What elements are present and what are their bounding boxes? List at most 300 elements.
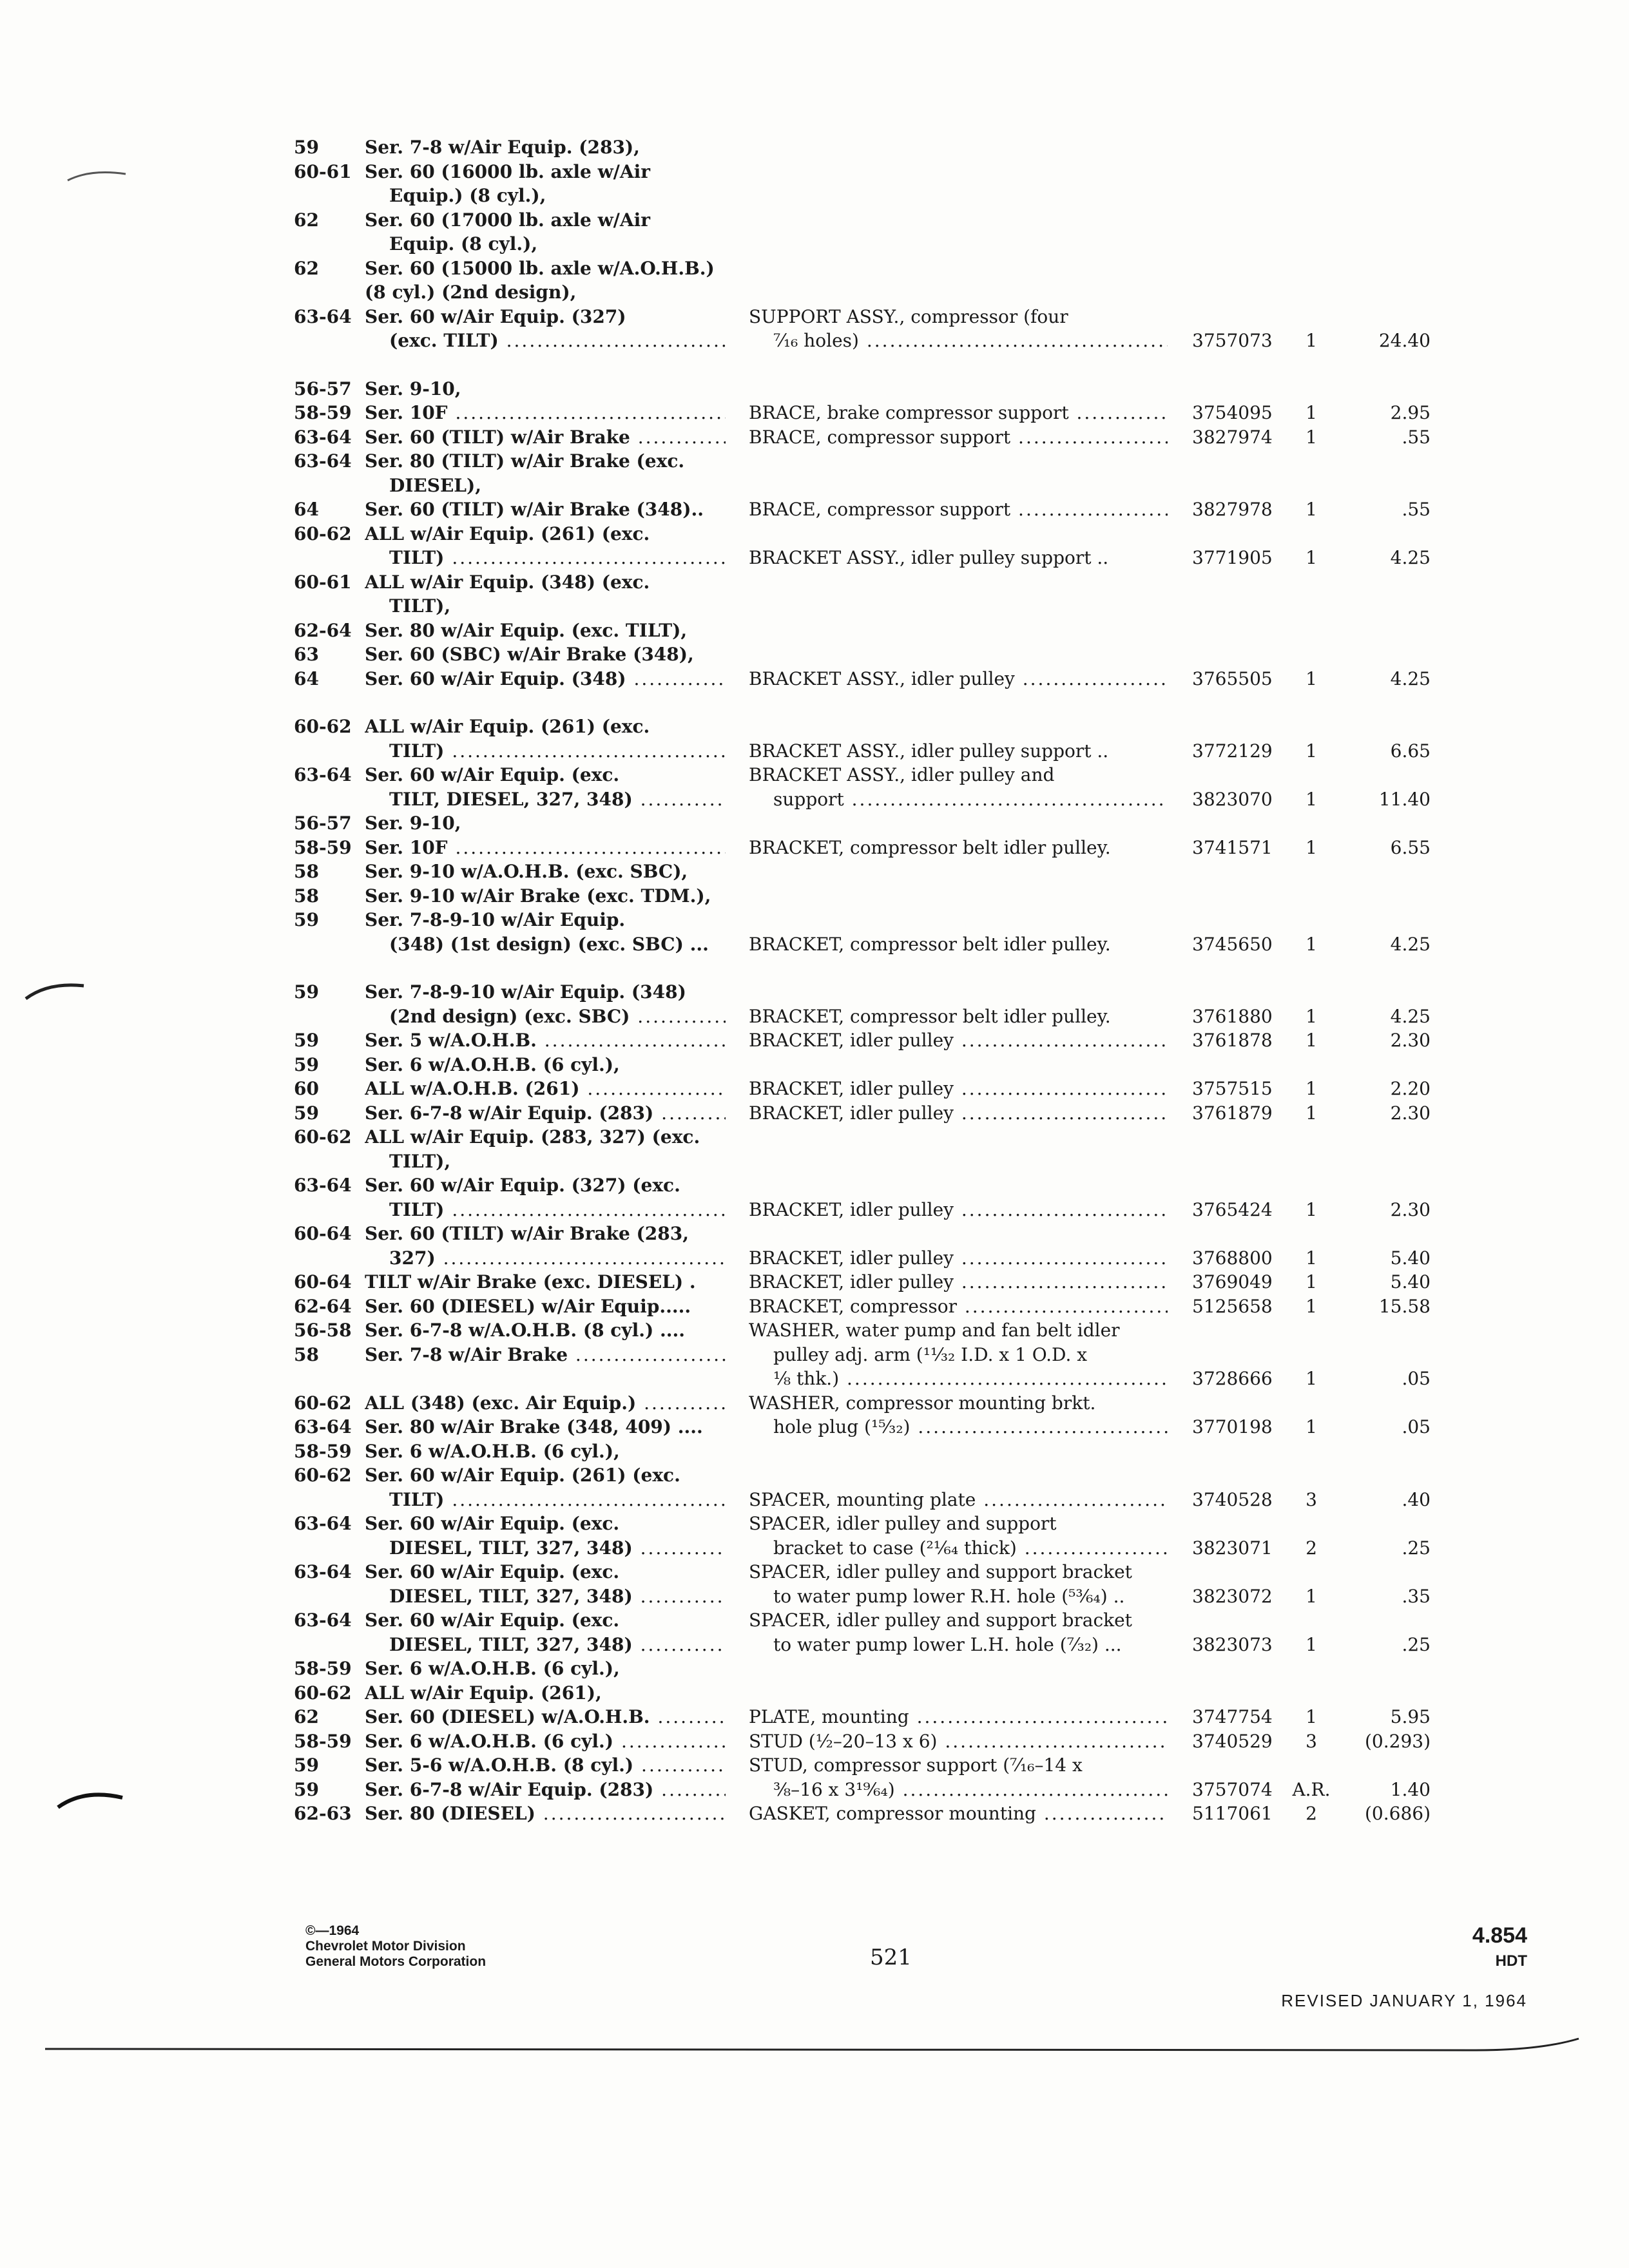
model-year: 60-62 (294, 1392, 352, 1414)
part-description: BRACE, brake compressor support ..... (749, 401, 1168, 425)
price: (0.686) (1364, 1803, 1431, 1824)
catalog-row (0, 1294, 1629, 1319)
application: Ser. 60 w/Air Equip. (exc. (365, 1610, 620, 1631)
row-spacer (0, 956, 1629, 980)
quantity: 1 (1306, 1102, 1317, 1124)
application: TILT) ..... (365, 739, 726, 764)
model-year: 62 (294, 209, 319, 231)
catalog-row (0, 1367, 1629, 1391)
model-year: 62-63 (294, 1803, 352, 1824)
application: Ser. 5 w/A.O.H.B. ..... (365, 1028, 726, 1053)
application: DIESEL), (389, 474, 481, 496)
catalog-row (0, 1125, 1629, 1149)
catalog-row (0, 1681, 1629, 1706)
catalog-row (0, 1077, 1629, 1101)
application: Ser. 60 w/Air Equip. (exc. (365, 1513, 620, 1534)
catalog-row (0, 1198, 1629, 1222)
part-description: ⁷⁄₁₆ holes) ..... (749, 329, 1168, 353)
quantity: 3 (1306, 1730, 1317, 1752)
section-number: 4.854 (1472, 1923, 1527, 1948)
application: Ser. 80 (TILT) w/Air Brake (exc. (365, 450, 685, 472)
model-year: 60-62 (294, 716, 352, 737)
part-description: hole plug (¹⁵⁄₃₂) ..... (749, 1415, 1168, 1439)
application: TILT w/Air Brake (exc. DIESEL) . (365, 1271, 696, 1293)
catalog-row (0, 836, 1629, 860)
quantity: 1 (1306, 1295, 1317, 1317)
quantity: 1 (1306, 668, 1317, 689)
catalog-row (0, 1343, 1629, 1367)
catalog-row (0, 474, 1629, 498)
model-year: 59 (294, 1053, 319, 1075)
catalog-row (0, 1657, 1629, 1681)
copyright-line: Chevrolet Motor Division (305, 1939, 466, 1954)
model-year: 58 (294, 861, 319, 882)
quantity: 1 (1306, 1271, 1317, 1293)
application: Ser. 60 w/Air Equip. (348) ..... (365, 667, 726, 691)
catalog-row (0, 522, 1629, 546)
catalog-row (0, 787, 1629, 812)
catalog-row (0, 1318, 1629, 1343)
model-year: 62 (294, 257, 319, 279)
application: Ser. 60 w/Air Equip. (exc. (365, 764, 620, 785)
part-description: BRACKET ASSY., idler pulley support .. (749, 547, 1109, 568)
copyright-line: ©—1964 (305, 1923, 360, 1938)
quantity: 1 (1306, 1368, 1317, 1389)
price: 5.40 (1390, 1247, 1431, 1269)
part-description: WASHER, water pump and fan belt idler (749, 1320, 1120, 1341)
footer-rule (45, 2036, 1592, 2062)
price: .55 (1402, 426, 1431, 448)
part-number: 3757074 (1192, 1778, 1273, 1800)
catalog-row (0, 594, 1629, 619)
part-description: BRACKET ASSY., idler pulley and (749, 764, 1055, 785)
model-year: 60-62 (294, 1465, 352, 1486)
part-description: BRACKET ASSY., idler pulley support .. (749, 740, 1109, 762)
part-description: BRACKET, compressor belt idler pulley. (749, 1005, 1111, 1027)
catalog-row (0, 232, 1629, 256)
application: Ser. 80 w/Air Equip. (exc. TILT), (365, 619, 688, 641)
catalog-row (0, 980, 1629, 1004)
application: TILT), (389, 595, 451, 617)
application: Ser. 5-6 w/A.O.H.B. (8 cyl.) ..... (365, 1753, 726, 1778)
price: 4.25 (1390, 668, 1431, 689)
catalog-row (0, 208, 1629, 233)
part-description: pulley adj. arm (¹¹⁄₃₂ I.D. x 1 O.D. x (773, 1343, 1088, 1365)
application: Ser. 6 w/A.O.H.B. (6 cyl.), (365, 1658, 620, 1679)
catalog-row (0, 1149, 1629, 1174)
price: .25 (1402, 1537, 1431, 1559)
catalog-row (0, 305, 1629, 329)
catalog-row (0, 1246, 1629, 1271)
row-spacer (0, 691, 1629, 715)
application: Ser. 9-10, (365, 812, 461, 834)
part-number: 3823071 (1192, 1537, 1273, 1559)
part-number: 3765505 (1192, 668, 1273, 689)
application: Ser. 60 (DIESEL) w/A.O.H.B. ..... (365, 1705, 726, 1729)
part-description: BRACKET, compressor ..... (749, 1294, 1168, 1319)
catalog-row (0, 1222, 1629, 1246)
part-description: SPACER, idler pulley and support bracket (749, 1610, 1132, 1631)
part-number: 3823070 (1192, 788, 1273, 810)
catalog-row (0, 1778, 1629, 1802)
application: Ser. 60 (TILT) w/Air Brake (348).. (365, 499, 704, 520)
part-description: ⅜–16 x 3¹⁹⁄₆₄) ..... (749, 1778, 1168, 1802)
application: TILT, DIESEL, 327, 348) ..... (365, 787, 726, 812)
catalog-row (0, 908, 1629, 932)
model-year: 63-64 (294, 764, 352, 785)
catalog-row (0, 256, 1629, 281)
part-number: 3823073 (1192, 1633, 1273, 1655)
catalog-row (0, 932, 1629, 957)
model-year: 60-61 (294, 160, 352, 182)
catalog-row (0, 1512, 1629, 1536)
application: Ser. 60 (TILT) w/Air Brake ..... (365, 425, 726, 450)
catalog-row (0, 811, 1629, 836)
model-year: 63-64 (294, 1610, 352, 1631)
catalog-row (0, 715, 1629, 739)
price: 2.95 (1390, 402, 1431, 423)
quantity: 1 (1306, 499, 1317, 520)
catalog-row (0, 619, 1629, 643)
price: 2.30 (1390, 1198, 1431, 1220)
revised-date: REVISED JANUARY 1, 1964 (1281, 1991, 1527, 2010)
part-number: 3823072 (1192, 1585, 1273, 1607)
model-year: 59 (294, 1030, 319, 1051)
price: 2.30 (1390, 1030, 1431, 1051)
part-description: BRACKET, idler pulley ..... (749, 1101, 1168, 1126)
part-description: BRACKET, compressor belt idler pulley. (749, 933, 1111, 955)
model-year: 59 (294, 909, 319, 930)
model-year: 63-64 (294, 1416, 352, 1437)
part-description: BRACKET, compressor belt idler pulley. (749, 836, 1111, 858)
application: Ser. 7-8-9-10 w/Air Equip. (348) (365, 981, 686, 1003)
part-description: BRACKET ASSY., idler pulley ..... (749, 667, 1168, 691)
application: Ser. 80 (DIESEL) ..... (365, 1802, 726, 1826)
page-number: 521 (870, 1945, 912, 1970)
quantity: 1 (1306, 1633, 1317, 1655)
catalog-row (0, 377, 1629, 401)
model-year: 56-57 (294, 378, 352, 399)
catalog-row (0, 1560, 1629, 1584)
price: .35 (1402, 1585, 1431, 1607)
price: 6.65 (1390, 740, 1431, 762)
catalog-row (0, 546, 1629, 570)
catalog-row (0, 135, 1629, 160)
copyright-line: General Motors Corporation (305, 1954, 487, 1969)
application: (348) (1st design) (exc. SBC) ... (389, 933, 709, 955)
part-number: 3757073 (1192, 330, 1273, 351)
application: Ser. 60 (DIESEL) w/Air Equip..... (365, 1295, 691, 1317)
price: 4.25 (1390, 1005, 1431, 1027)
part-number: 3741571 (1192, 836, 1273, 858)
model-year: 64 (294, 668, 319, 689)
catalog-row (0, 401, 1629, 425)
part-description: PLATE, mounting ..... (749, 1705, 1168, 1729)
catalog-row (0, 1053, 1629, 1077)
application: DIESEL, TILT, 327, 348) ..... (365, 1536, 726, 1561)
model-year: 58-59 (294, 402, 352, 423)
application: Ser. 60 (17000 lb. axle w/Air (365, 209, 651, 231)
application: Ser. 60 w/Air Equip. (327) (exc. (365, 1175, 680, 1196)
quantity: A.R. (1292, 1778, 1331, 1800)
model-year: 58-59 (294, 1440, 352, 1462)
application: Ser. 6 w/A.O.H.B. (6 cyl.), (365, 1440, 620, 1462)
price: .25 (1402, 1633, 1431, 1655)
application: Ser. 9-10, (365, 378, 461, 399)
application: TILT) ..... (365, 1488, 726, 1512)
quantity: 2 (1306, 1537, 1317, 1559)
application: Ser. 6-7-8 w/Air Equip. (283) ..... (365, 1101, 726, 1126)
quantity: 1 (1306, 1198, 1317, 1220)
application: (exc. TILT) ..... (365, 329, 726, 353)
quantity: 1 (1306, 740, 1317, 762)
part-description: WASHER, compressor mounting brkt. (749, 1392, 1096, 1414)
model-year: 63-64 (294, 450, 352, 472)
catalog-row (0, 1173, 1629, 1198)
quantity: 1 (1306, 426, 1317, 448)
price: .40 (1402, 1488, 1431, 1510)
part-description: ⅛ thk.) ..... (749, 1367, 1168, 1391)
application: Ser. 7-8 w/Air Brake ..... (365, 1343, 726, 1367)
catalog-row (0, 1488, 1629, 1512)
price: .55 (1402, 499, 1431, 520)
application: Ser. 10F ..... (365, 401, 726, 425)
part-number: 3747754 (1192, 1706, 1273, 1727)
price: 11.40 (1378, 788, 1431, 810)
catalog-row (0, 449, 1629, 474)
catalog-row (0, 1705, 1629, 1729)
part-description: BRACKET, idler pulley ..... (749, 1077, 1168, 1101)
model-year: 58 (294, 885, 319, 907)
application: Ser. 6 w/A.O.H.B. (6 cyl.) ..... (365, 1729, 726, 1754)
model-year: 60-62 (294, 523, 352, 544)
catalog-row (0, 1028, 1629, 1053)
price: 5.40 (1390, 1271, 1431, 1293)
catalog-row (0, 1802, 1629, 1826)
section-code: HDT (1495, 1952, 1527, 1970)
model-year: 59 (294, 137, 319, 158)
model-year: 56-58 (294, 1320, 352, 1341)
application: DIESEL, TILT, 327, 348) ..... (365, 1584, 726, 1609)
model-year: 58 (294, 1343, 319, 1365)
application: Ser. 9-10 w/Air Brake (exc. TDM.), (365, 885, 711, 907)
quantity: 1 (1306, 836, 1317, 858)
row-spacer (0, 353, 1629, 377)
application: 327) ..... (365, 1246, 726, 1271)
price: 15.58 (1378, 1295, 1431, 1317)
application: ALL w/Air Equip. (348) (exc. (365, 571, 650, 593)
application: Ser. 80 w/Air Brake (348, 409) .... (365, 1416, 703, 1437)
part-number: 3827978 (1192, 499, 1273, 520)
part-number: 3740529 (1192, 1730, 1273, 1752)
application: ALL w/Air Equip. (261) (exc. (365, 523, 650, 544)
catalog-row (0, 1608, 1629, 1633)
catalog-row (0, 1391, 1629, 1416)
part-description: SUPPORT ASSY., compressor (four (749, 305, 1068, 327)
part-number: 3772129 (1192, 740, 1273, 762)
copyright-block (305, 1923, 486, 1970)
quantity: 1 (1306, 547, 1317, 568)
part-number: 3761880 (1192, 1005, 1273, 1027)
price: 4.25 (1390, 933, 1431, 955)
model-year: 58-59 (294, 1658, 352, 1679)
quantity: 1 (1306, 1078, 1317, 1099)
model-year: 63-64 (294, 1561, 352, 1582)
model-year: 63 (294, 644, 319, 665)
price: 24.40 (1378, 330, 1431, 351)
part-number: 3768800 (1192, 1247, 1273, 1269)
quantity: 1 (1306, 402, 1317, 423)
part-description: BRACKET, idler pulley ..... (749, 1246, 1168, 1271)
application: (2nd design) (exc. SBC) ..... (365, 1004, 726, 1029)
model-year: 63-64 (294, 426, 352, 448)
model-year: 63-64 (294, 305, 352, 327)
application: Ser. 60 (16000 lb. axle w/Air (365, 160, 651, 182)
application: Ser. 7-8 w/Air Equip. (283), (365, 137, 640, 158)
part-description: to water pump lower L.H. hole (⁷⁄₃₂) ... (773, 1633, 1122, 1655)
catalog-row (0, 1729, 1629, 1754)
part-description: BRACKET, idler pulley ..... (749, 1270, 1168, 1294)
part-number: 3761878 (1192, 1030, 1273, 1051)
catalog-row (0, 739, 1629, 764)
model-year: 59 (294, 1102, 319, 1124)
part-number: 3769049 (1192, 1271, 1273, 1293)
part-number: 3757515 (1192, 1078, 1273, 1099)
catalog-row (0, 1439, 1629, 1464)
quantity: 1 (1306, 1005, 1317, 1027)
part-description: SPACER, idler pulley and support (749, 1513, 1057, 1534)
part-number: 5117061 (1192, 1803, 1273, 1824)
application: Ser. 10F ..... (365, 836, 726, 860)
model-year: 58-59 (294, 1730, 352, 1752)
application: Ser. 60 w/Air Equip. (261) (exc. (365, 1465, 680, 1486)
part-number: 3770198 (1192, 1416, 1273, 1437)
quantity: 2 (1306, 1803, 1317, 1824)
part-number: 3745650 (1192, 933, 1273, 955)
application: Ser. 9-10 w/A.O.H.B. (exc. SBC), (365, 861, 688, 882)
part-number: 3771905 (1192, 547, 1273, 568)
quantity: 1 (1306, 330, 1317, 351)
part-description: SPACER, mounting plate ..... (749, 1488, 1168, 1512)
price: 2.20 (1390, 1078, 1431, 1099)
model-year: 62-64 (294, 619, 352, 641)
catalog-row (0, 497, 1629, 522)
catalog-row (0, 667, 1629, 691)
catalog-row (0, 1004, 1629, 1029)
model-year: 59 (294, 1778, 319, 1800)
model-year: 60-62 (294, 1682, 352, 1704)
quantity: 1 (1306, 1706, 1317, 1727)
quantity: 1 (1306, 933, 1317, 955)
part-description: bracket to case (²¹⁄₆₄ thick) ..... (749, 1536, 1168, 1561)
price: (0.293) (1364, 1730, 1431, 1752)
application: ALL w/Air Equip. (283, 327) (exc. (365, 1126, 700, 1148)
price: 6.55 (1390, 836, 1431, 858)
part-description: BRACE, compressor support ..... (749, 425, 1168, 450)
part-description: to water pump lower R.H. hole (⁵³⁄₆₄) .. (773, 1585, 1125, 1607)
quantity: 3 (1306, 1488, 1317, 1510)
catalog-row (0, 1536, 1629, 1561)
catalog-row (0, 1633, 1629, 1657)
application: ALL w/Air Equip. (261), (365, 1682, 602, 1704)
price: 1.40 (1390, 1778, 1431, 1800)
part-description: STUD (½–20–13 x 6) ..... (749, 1729, 1168, 1754)
quantity: 1 (1306, 788, 1317, 810)
application: Ser. 60 (SBC) w/Air Brake (348), (365, 644, 694, 665)
catalog-row (0, 1101, 1629, 1126)
model-year: 62-64 (294, 1295, 352, 1317)
application: Equip.) (8 cyl.), (389, 185, 546, 206)
application: ALL w/Air Equip. (261) (exc. (365, 716, 650, 737)
part-number: 5125658 (1192, 1295, 1273, 1317)
model-year: 63-64 (294, 1175, 352, 1196)
quantity: 1 (1306, 1030, 1317, 1051)
application: Ser. 6 w/A.O.H.B. (6 cyl.), (365, 1053, 620, 1075)
catalog-row (0, 1584, 1629, 1609)
application: Ser. 60 (15000 lb. axle w/A.O.H.B.) (365, 257, 715, 279)
catalog-row (0, 184, 1629, 208)
application: ALL w/A.O.H.B. (261) ..... (365, 1077, 726, 1101)
part-number: 3765424 (1192, 1198, 1273, 1220)
quantity: 1 (1306, 1585, 1317, 1607)
application: TILT) ..... (365, 546, 726, 570)
part-number: 3754095 (1192, 402, 1273, 423)
catalog-row (0, 1753, 1629, 1778)
model-year: 56-57 (294, 812, 352, 834)
model-year: 63-64 (294, 1513, 352, 1534)
catalog-row (0, 642, 1629, 667)
catalog-row (0, 860, 1629, 884)
catalog-row (0, 1463, 1629, 1488)
model-year: 60-64 (294, 1223, 352, 1244)
application: DIESEL, TILT, 327, 348) ..... (365, 1633, 726, 1657)
part-number: 3761879 (1192, 1102, 1273, 1124)
part-number: 3740528 (1192, 1488, 1273, 1510)
application: Ser. 6-7-8 w/A.O.H.B. (8 cyl.) .... (365, 1320, 685, 1341)
quantity: 1 (1306, 1416, 1317, 1437)
catalog-row (0, 425, 1629, 450)
part-number: 3728666 (1192, 1368, 1273, 1389)
part-description: support ..... (749, 787, 1168, 812)
application: (8 cyl.) (2nd design), (365, 282, 577, 303)
application: Ser. 60 (TILT) w/Air Brake (283, (365, 1223, 689, 1244)
model-year: 64 (294, 499, 319, 520)
catalog-row (0, 884, 1629, 908)
model-year: 58-59 (294, 836, 352, 858)
model-year: 59 (294, 981, 319, 1003)
part-description: BRACKET, idler pulley ..... (749, 1028, 1168, 1053)
quantity: 1 (1306, 1247, 1317, 1269)
part-description: BRACKET, idler pulley ..... (749, 1198, 1168, 1222)
model-year: 59 (294, 1754, 319, 1776)
application: Ser. 60 w/Air Equip. (exc. (365, 1561, 620, 1582)
catalog-row (0, 570, 1629, 595)
catalog-row (0, 1415, 1629, 1439)
part-description: SPACER, idler pulley and support bracket (749, 1561, 1132, 1582)
price: 4.25 (1390, 547, 1431, 568)
price: 2.30 (1390, 1102, 1431, 1124)
application: Ser. 6-7-8 w/Air Equip. (283) ..... (365, 1778, 726, 1802)
catalog-row (0, 1270, 1629, 1294)
model-year: 62 (294, 1706, 319, 1727)
model-year: 60-62 (294, 1126, 352, 1148)
model-year: 60-64 (294, 1271, 352, 1293)
application: Ser. 60 w/Air Equip. (327) (365, 305, 626, 327)
catalog-row (0, 329, 1629, 353)
application: Ser. 7-8-9-10 w/Air Equip. (365, 909, 626, 930)
catalog-row (0, 763, 1629, 787)
application: TILT) ..... (365, 1198, 726, 1222)
